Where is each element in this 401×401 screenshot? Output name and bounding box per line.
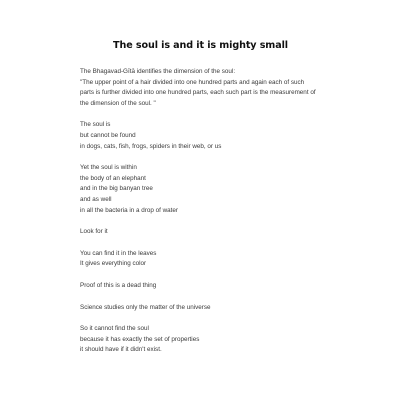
stanza [80,281,330,292]
poem-line: the body of an elephant [80,174,146,182]
stanza [80,249,330,270]
stanza-intro [80,67,330,109]
poem-line: parts is further divided into one hundred parts, each such part is the measurement of [80,89,316,97]
poem-line: because it has exactly the set of properties [80,335,200,343]
poem-line: Science studies only the matter of the universe [80,303,211,311]
poem-line: it should have if it didn't exist. [80,346,162,354]
stanza [80,303,330,314]
stanza [80,120,330,152]
poem-line: and in the big banyan tree [80,185,153,193]
poem-line: but cannot be found [80,131,136,139]
poem-line: It gives everything color [80,260,147,268]
poem-body [80,67,330,367]
poem-line: Look for it [80,228,108,236]
poem-line: in dogs, cats, fish, frogs, spiders in their web, or us [80,142,222,150]
poem-line: Yet the soul is within [80,164,137,172]
poem-line: in all the bacteria in a drop of water [80,206,179,214]
poem-line: Proof of this is a dead thing [80,281,157,289]
stanza [80,324,330,356]
poem-line: "The upper point of a hair divided into one hundred parts and again each of such [80,78,305,86]
stanza [80,227,330,238]
poem-line: the dimension of the soul. " [80,99,156,107]
poem-line: So it cannot find the soul [80,325,149,333]
poem-line: The Bhagavad-Gītā identifies the dimension of the soul: [80,68,236,75]
poem-title: The soul is and it is mighty small [113,40,288,51]
poem-line: and as well [80,195,112,203]
poem-line: You can find it in the leaves [80,249,157,257]
poem-line: The soul is [80,121,111,129]
stanza [80,163,330,216]
